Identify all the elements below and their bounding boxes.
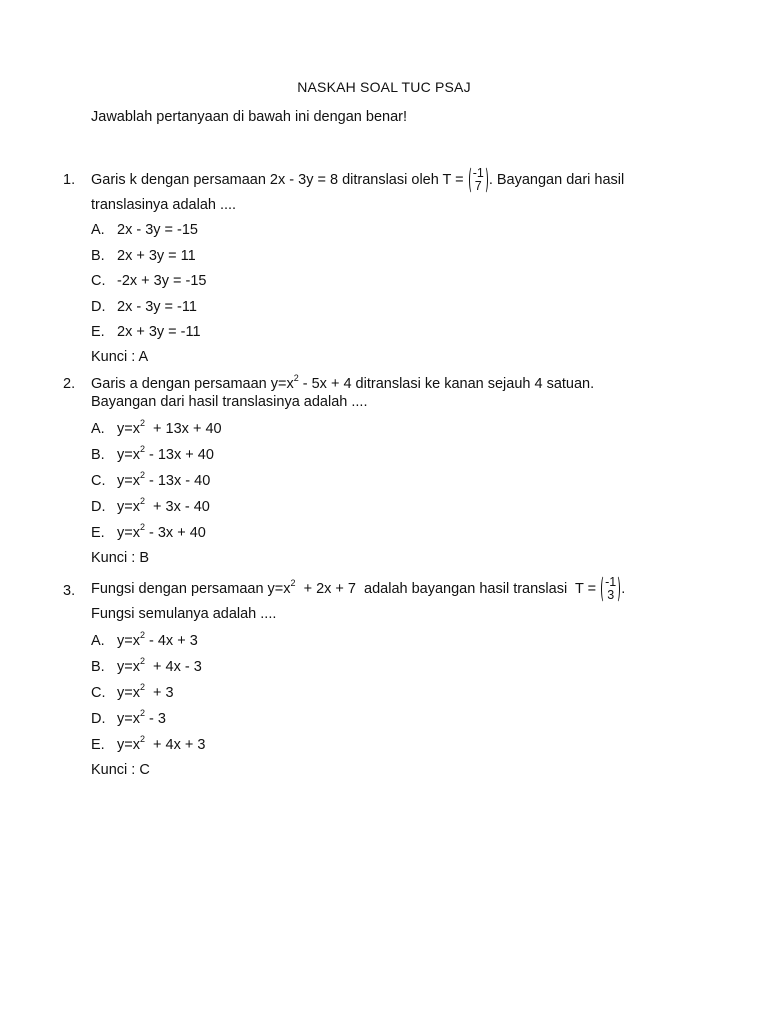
- question-number: 1.: [63, 172, 76, 188]
- instruction: Jawablah pertanyaan di bawah ini dengan benar!: [91, 109, 408, 125]
- translation-vector: -1 7: [469, 166, 488, 194]
- option-text: $y=x^2 + 13x + 40$: [117, 418, 222, 437]
- option-letter: D.: [91, 711, 106, 727]
- option-letter: E.: [91, 737, 105, 753]
- question-text-cont: Bayangan dari hasil translasinya adalah ....: [91, 394, 368, 410]
- option-letter: B.: [91, 447, 105, 463]
- option-text: $y=x^2 + 4x - 3$: [117, 656, 202, 675]
- question-number: 3.: [63, 583, 76, 599]
- option-text: $y=x^2 - 3$: [117, 708, 166, 727]
- option-text: 2x - 3y = -11: [117, 299, 197, 315]
- question-text: Garis k dengan persamaan 2x - 3y = 8 ditranslasi oleh T = -1 7 . Bayangan dari hasil: [91, 166, 625, 194]
- option-text: $y=x^2 + 3x - 40$: [117, 496, 210, 515]
- translation-vector: -1 3: [601, 575, 620, 603]
- option-letter: B.: [91, 248, 105, 264]
- option-text: 2x + 3y = -11: [117, 324, 201, 340]
- option-letter: A.: [91, 222, 105, 238]
- option-text: $y=x^2 + 3$: [117, 682, 174, 701]
- option-text: $y=x^2 - 4x + 3$: [117, 630, 198, 649]
- answer-key: Kunci : C: [91, 762, 150, 778]
- option-letter: C.: [91, 473, 106, 489]
- option-letter: E.: [91, 324, 105, 340]
- question-text-cont: translasinya adalah ....: [91, 197, 237, 213]
- option-text: $y=x^2 + 4x + 3$: [117, 734, 206, 753]
- option-letter: A.: [91, 421, 105, 437]
- option-letter: C.: [91, 273, 106, 289]
- question-number: 2.: [63, 376, 76, 392]
- question-text-cont: Fungsi semulanya adalah ....: [91, 606, 277, 622]
- option-letter: D.: [91, 499, 106, 515]
- question-text: Fungsi dengan persamaan $y=x^2 + 2x + 7$ adalah bayangan hasil translasi T = -1 3 .: [91, 575, 626, 603]
- option-text: 2x - 3y = -15: [117, 222, 198, 238]
- option-letter: D.: [91, 299, 106, 315]
- question-text: Garis a dengan persamaan $y=x^2 - 5x + 4$ ditranslasi ke kanan sejauh 4 satuan.: [91, 373, 595, 392]
- option-letter: E.: [91, 525, 105, 541]
- option-text: $y=x^2 - 13x + 40$: [117, 444, 214, 463]
- option-letter: C.: [91, 685, 106, 701]
- option-text: $y=x^2 - 3x + 40$: [117, 522, 206, 541]
- document-title: NASKAH SOAL TUC PSAJ: [297, 79, 471, 95]
- option-text: 2x + 3y = 11: [117, 248, 196, 264]
- option-letter: B.: [91, 659, 105, 675]
- answer-key: Kunci : B: [91, 550, 150, 566]
- option-text: $y=x^2 - 13x - 40$: [117, 470, 211, 489]
- answer-key: Kunci : A: [91, 349, 149, 365]
- option-letter: A.: [91, 633, 105, 649]
- option-text: -2x + 3y = -15: [117, 273, 207, 289]
